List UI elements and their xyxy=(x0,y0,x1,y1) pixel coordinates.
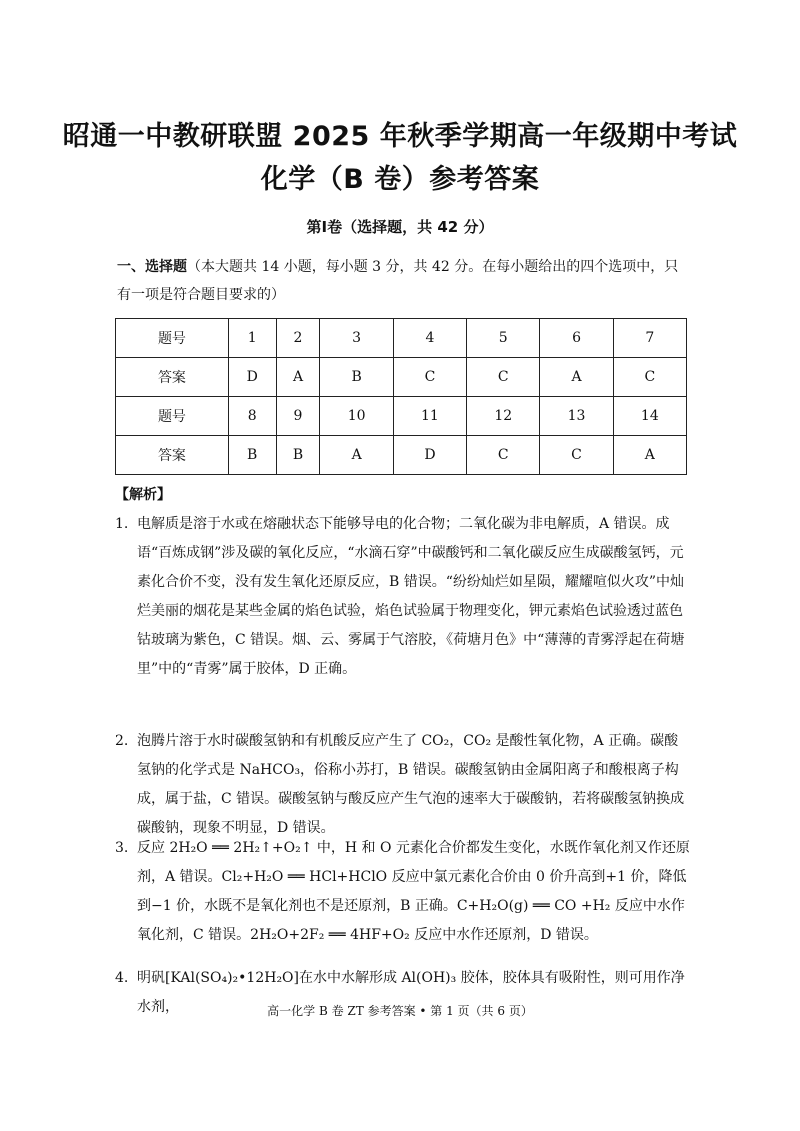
table-cell: 7 xyxy=(613,319,686,358)
row-header-cell: 答案 xyxy=(116,358,229,397)
row-header-cell: 题号 xyxy=(116,319,229,358)
table-cell: B xyxy=(228,436,276,475)
table-cell: 5 xyxy=(467,319,540,358)
analysis-item xyxy=(115,727,690,843)
item-number: 3. xyxy=(115,840,129,856)
table-cell: 11 xyxy=(393,397,466,436)
row-header-cell: 答案 xyxy=(116,436,229,475)
doc-title-line2: 化学（B 卷）参考答案 xyxy=(260,164,540,195)
table-row xyxy=(116,319,687,358)
table-cell: 3 xyxy=(320,319,393,358)
doc-title-line1: 昭通一中教研联盟 2025 年秋季学期高一年级期中考试 xyxy=(62,121,738,152)
table-cell: 13 xyxy=(540,397,613,436)
page-footer: 高一化学 B 卷 ZT 参考答案 • 第 1 页（共 6 页） xyxy=(267,1004,533,1018)
table-cell: C xyxy=(467,358,540,397)
item-number: 4. xyxy=(115,970,129,986)
table-cell: 1 xyxy=(228,319,276,358)
table-cell: D xyxy=(228,358,276,397)
table-cell: C xyxy=(613,358,686,397)
table-cell: A xyxy=(540,358,613,397)
answer-table xyxy=(115,318,687,475)
table-cell: 6 xyxy=(540,319,613,358)
analysis-item xyxy=(115,834,690,950)
section-intro xyxy=(117,253,692,309)
intro-bold: 一、选择题 xyxy=(117,259,187,275)
table-cell: C xyxy=(540,436,613,475)
table-cell: 9 xyxy=(276,397,320,436)
table-row xyxy=(116,397,687,436)
table-cell: 14 xyxy=(613,397,686,436)
item-text: 反应 2H₂O ══ 2H₂↑+O₂↑ 中，H 和 O 元素化合价都发生变化，水既作氧化剂又作还原剂，A 错误。Cl₂+H₂O ══ HCl+HClO 反应中氯元素化合价由 0 价升高到+1 价，降低到−1 价，水既不是氧化剂也不是还原剂，B 正确。C+H₂O(g) ══ CO +H₂ 反应中水作氧化剂，C 错误。2H₂O+2F₂ ══ 4HF+O₂ 反应中水作还原剂，D 错误。 xyxy=(137,840,690,943)
table-cell: D xyxy=(393,436,466,475)
table-cell: 10 xyxy=(320,397,393,436)
item-text: 明矾[KAl(SO₄)₂•12H₂O]在水中水解形成 Al(OH)₃ 胶体，胶体具有吸附性，则可用作净水剂， xyxy=(137,970,685,1015)
analysis-item xyxy=(115,510,690,684)
analysis-header: 【解析】 xyxy=(115,487,171,503)
item-text: 泡腾片溶于水时碳酸氢钠和有机酸反应产生了 CO₂，CO₂ 是酸性氧化物，A 正确。碳酸氢钠的化学式是 NaHCO₃，俗称小苏打，B 错误。碳酸氢钠由金属阳离子和酸根离子构成，属于盐，C 错误。碳酸氢钠与酸反应产生气泡的速率大于碳酸钠，若将碳酸氢钠换成碳酸钠，现象不明显，D 错误。 xyxy=(137,733,685,836)
table-cell: A xyxy=(320,436,393,475)
item-text: 电解质是溶于水或在熔融状态下能够导电的化合物；二氧化碳为非电解质，A 错误。成语“百炼成钢”涉及碳的氧化反应，“水滴石穿”中碳酸钙和二氧化碳反应生成碳酸氢钙，元素化合价不变，没有发生氧化还原反应，B 错误。“纷纷灿烂如星陨，耀耀喧似火攻”中灿烂美丽的烟花是某些金属的焰色试验，焰色试验属于物理变化，钾元素焰色试验透过蓝色钴玻璃为紫色，C 错误。烟、云、雾属于气溶胶，《荷塘月色》中“薄薄的青雾浮起在荷塘里”中的“青雾”属于胶体，D 正确。 xyxy=(137,516,685,677)
table-cell: C xyxy=(467,436,540,475)
table-cell: C xyxy=(393,358,466,397)
table-row xyxy=(116,358,687,397)
table-cell: 2 xyxy=(276,319,320,358)
item-number: 1. xyxy=(115,516,129,532)
intro-text: （本大题共 14 小题，每小题 3 分，共 42 分。在每小题给出的四个选项中，只有一项是符合题目要求的） xyxy=(117,259,679,303)
table-cell: 8 xyxy=(228,397,276,436)
table-row xyxy=(116,436,687,475)
row-header-cell: 题号 xyxy=(116,397,229,436)
table-cell: B xyxy=(276,436,320,475)
table-cell: A xyxy=(613,436,686,475)
item-number: 2. xyxy=(115,733,129,749)
table-cell: A xyxy=(276,358,320,397)
table-cell: 12 xyxy=(467,397,540,436)
table-cell: B xyxy=(320,358,393,397)
table-cell: 4 xyxy=(393,319,466,358)
section-title: 第Ⅰ卷（选择题，共 42 分） xyxy=(306,218,494,236)
